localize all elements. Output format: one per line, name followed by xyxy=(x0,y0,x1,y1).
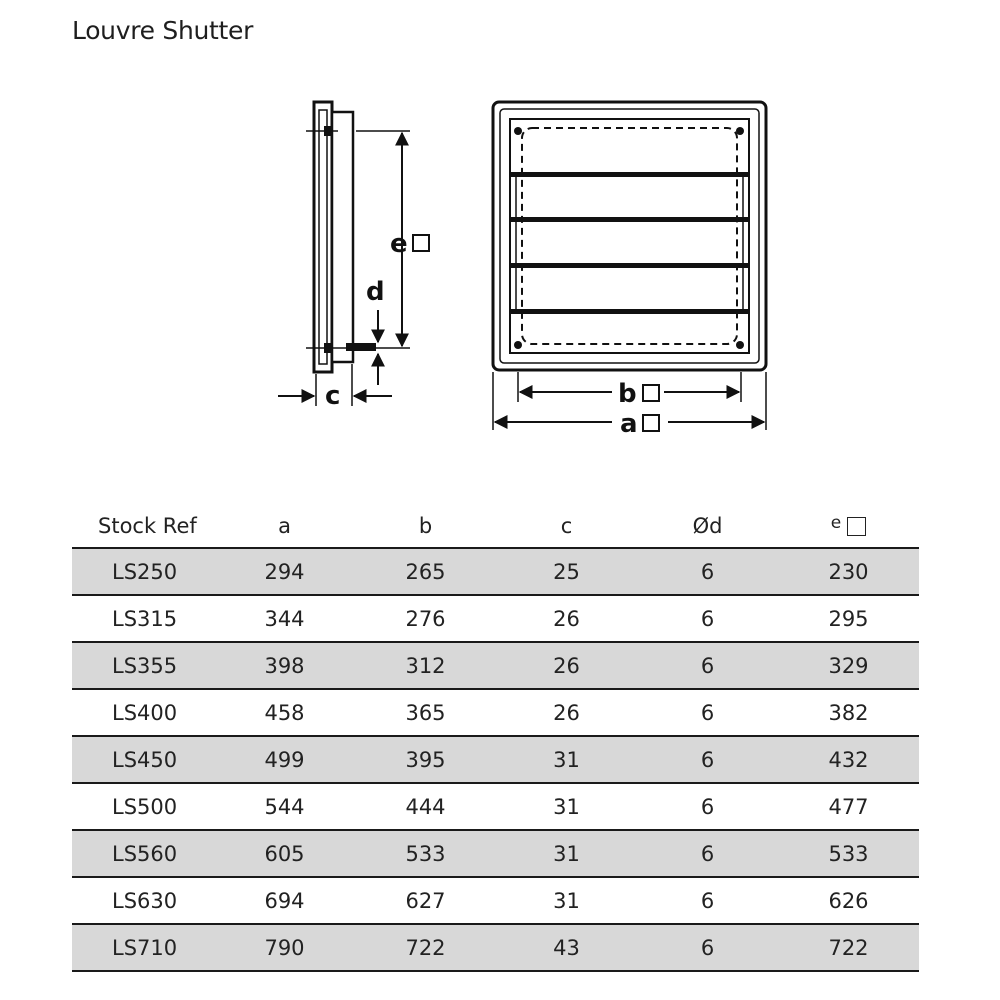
cell-stock-ref: LS560 xyxy=(72,830,214,877)
square-symbol-icon xyxy=(643,385,659,401)
technical-drawing xyxy=(0,0,1000,480)
dim-label-b: b xyxy=(618,379,637,409)
table-cell: 329 xyxy=(778,642,919,689)
table-cell: 6 xyxy=(637,736,778,783)
header-stock-ref: Stock Ref xyxy=(72,505,214,548)
table-cell: 382 xyxy=(778,689,919,736)
table-cell: 398 xyxy=(214,642,355,689)
table-cell: 6 xyxy=(637,642,778,689)
table-cell: 294 xyxy=(214,548,355,595)
table-header-row xyxy=(72,505,919,548)
spec-table xyxy=(72,505,919,972)
table-cell: 6 xyxy=(637,689,778,736)
table-cell: 31 xyxy=(496,877,637,924)
table-cell: 395 xyxy=(355,736,496,783)
table-cell: 295 xyxy=(778,595,919,642)
table-row xyxy=(72,736,919,783)
table-cell: 544 xyxy=(214,783,355,830)
page-title: Louvre Shutter xyxy=(72,16,254,45)
table-cell: 6 xyxy=(637,595,778,642)
table-cell: 533 xyxy=(778,830,919,877)
header-c: c xyxy=(496,505,637,548)
table-cell: 533 xyxy=(355,830,496,877)
table-cell: 26 xyxy=(496,642,637,689)
table-cell: 627 xyxy=(355,877,496,924)
table-cell: 458 xyxy=(214,689,355,736)
table-row xyxy=(72,830,919,877)
table-cell: 276 xyxy=(355,595,496,642)
table-row xyxy=(72,689,919,736)
table-cell: 26 xyxy=(496,689,637,736)
square-symbol-icon xyxy=(847,517,866,536)
table-cell: 6 xyxy=(637,830,778,877)
table-cell: 365 xyxy=(355,689,496,736)
table-cell: 6 xyxy=(637,877,778,924)
header-d: Ød xyxy=(637,505,778,548)
header-a: a xyxy=(214,505,355,548)
cell-stock-ref: LS400 xyxy=(72,689,214,736)
table-cell: 477 xyxy=(778,783,919,830)
table-cell: 694 xyxy=(214,877,355,924)
table-row xyxy=(72,548,919,595)
dim-label-e: e xyxy=(390,229,408,259)
header-b: b xyxy=(355,505,496,548)
table-cell: 25 xyxy=(496,548,637,595)
table-cell: 605 xyxy=(214,830,355,877)
cell-stock-ref: LS355 xyxy=(72,642,214,689)
header-e xyxy=(778,505,919,548)
header-e-label: e xyxy=(830,513,842,533)
table-cell: 26 xyxy=(496,595,637,642)
table-cell: 6 xyxy=(637,924,778,971)
table-cell: 722 xyxy=(778,924,919,971)
table-cell: 344 xyxy=(214,595,355,642)
table-cell: 790 xyxy=(214,924,355,971)
table-row xyxy=(72,642,919,689)
cell-stock-ref: LS630 xyxy=(72,877,214,924)
dim-label-d: d xyxy=(366,277,385,307)
table-cell: 6 xyxy=(637,548,778,595)
table-cell: 31 xyxy=(496,830,637,877)
table-row xyxy=(72,924,919,971)
table-row xyxy=(72,595,919,642)
table-cell: 31 xyxy=(496,783,637,830)
cell-stock-ref: LS710 xyxy=(72,924,214,971)
table-cell: 499 xyxy=(214,736,355,783)
dim-label-a: a xyxy=(620,409,638,439)
table-cell: 265 xyxy=(355,548,496,595)
table-cell: 230 xyxy=(778,548,919,595)
table-cell: 312 xyxy=(355,642,496,689)
square-symbol-icon xyxy=(643,415,659,431)
table-cell: 43 xyxy=(496,924,637,971)
table-cell: 444 xyxy=(355,783,496,830)
table-cell: 626 xyxy=(778,877,919,924)
table-row xyxy=(72,877,919,924)
table-cell: 31 xyxy=(496,736,637,783)
square-symbol-icon xyxy=(413,235,429,251)
dim-label-c: c xyxy=(325,381,341,411)
table-cell: 432 xyxy=(778,736,919,783)
cell-stock-ref: LS450 xyxy=(72,736,214,783)
cell-stock-ref: LS250 xyxy=(72,548,214,595)
cell-stock-ref: LS500 xyxy=(72,783,214,830)
table-row xyxy=(72,783,919,830)
cell-stock-ref: LS315 xyxy=(72,595,214,642)
table-cell: 6 xyxy=(637,783,778,830)
table-cell: 722 xyxy=(355,924,496,971)
